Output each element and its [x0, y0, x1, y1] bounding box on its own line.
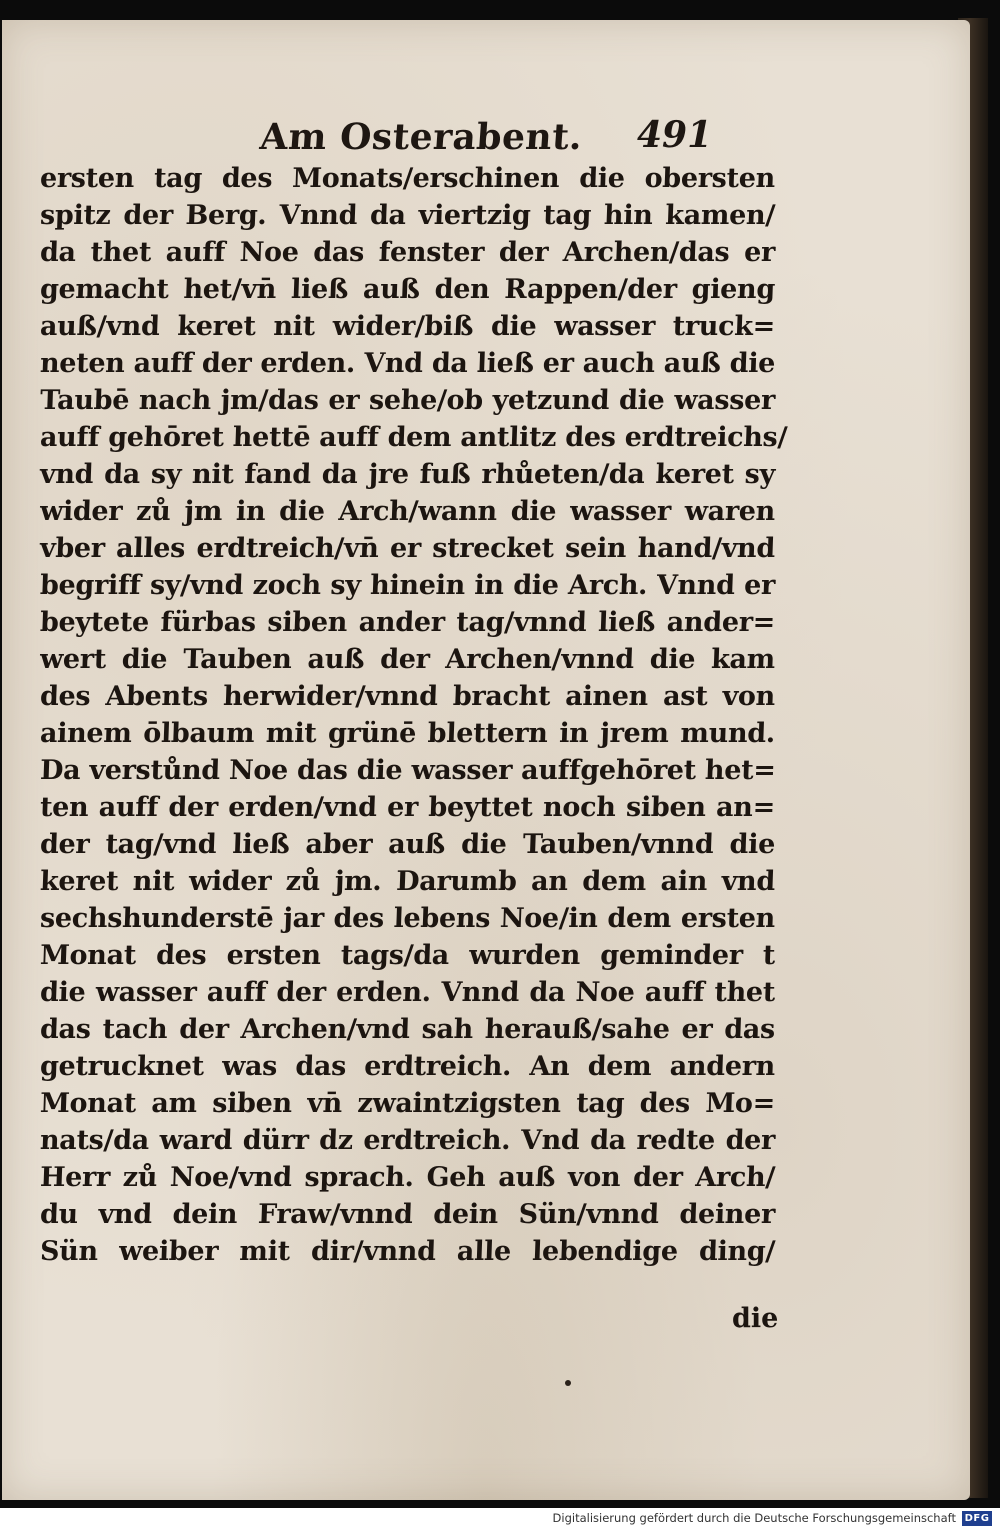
- running-title: Am Osterabent.: [258, 116, 584, 158]
- text-line: keret nit wider zů jm. Darumb an dem ain vnd: [39, 866, 776, 897]
- text-line: Taubē nach jm/das er sehe/ob yetzund die wasser: [39, 385, 776, 416]
- text-line: die wasser auff der erden. Vnnd da Noe auff thet: [39, 977, 776, 1008]
- text-line: vber alles erdtreich/vn̄ er strecket sein hand/vnd: [39, 533, 776, 564]
- text-line: ainem ōlbaum mit grünē blettern in jrem mund.: [39, 718, 776, 749]
- body-text: [39, 160, 788, 1270]
- page-number: 491: [637, 114, 713, 156]
- text-line: gemacht het/vn̄ ließ auß den Rappen/der gieng: [39, 274, 776, 305]
- footer-bar: [0, 1508, 1000, 1530]
- funding-credit: Digitalisierung gefördert durch die Deutsche Forschungsgemeinschaft: [552, 1511, 956, 1525]
- text-line: wert die Tauben auß der Archen/vnnd die kam: [39, 644, 776, 675]
- text-line: ten auff der erden/vnd er beyttet noch siben an=: [39, 792, 776, 823]
- text-line: auß/vnd keret nit wider/biß die wasser truck=: [39, 311, 776, 342]
- text-line: des Abents herwider/vnnd bracht ainen ast von: [39, 681, 776, 712]
- page-header: [252, 112, 772, 162]
- text-line: nats/da ward dürr dz erdtreich. Vnd da redte der: [39, 1125, 776, 1156]
- text-line: wider zů jm in die Arch/wann die wasser waren: [39, 496, 776, 527]
- text-line: begriff sy/vnd zoch sy hinein in die Arch. Vnnd er: [39, 570, 776, 601]
- text-line: da thet auff Noe das fenster der Archen/das er: [39, 237, 776, 268]
- text-line: du vnd dein Fraw/vnnd dein Sün/vnnd deiner: [39, 1199, 776, 1230]
- text-line: sechshunderstē jar des lebens Noe/in dem ersten: [39, 903, 776, 934]
- text-line: vnd da sy nit fand da jre fuß rhůeten/da keret sy: [39, 459, 776, 490]
- text-line: spitz der Berg. Vnnd da viertzig tag hin kamen/: [39, 200, 776, 231]
- text-line: neten auff der erden. Vnd da ließ er auch auß die: [39, 348, 776, 379]
- text-line: der tag/vnd ließ aber auß die Tauben/vnnd die: [39, 829, 776, 860]
- ink-dot: [565, 1380, 571, 1386]
- book-page: [2, 20, 970, 1500]
- text-line: auff gehōret hettē auff dem antlitz des erdtreichs/: [39, 422, 788, 453]
- text-line: Herr zů Noe/vnd sprach. Geh auß von der Arch/: [39, 1162, 776, 1193]
- text-line: Da verstůnd Noe das die wasser auffgehōret het=: [39, 755, 777, 786]
- text-line: Sün weiber mit dir/vnnd alle lebendige ding/: [39, 1236, 776, 1267]
- dfg-logo-icon: DFG: [962, 1511, 992, 1526]
- text-line: beytete fürbas siben ander tag/vnnd ließ ander=: [39, 607, 776, 638]
- text-line: getrucknet was das erdtreich. An dem andern: [39, 1051, 776, 1082]
- text-line: das tach der Archen/vnd sah herauß/sahe er das: [39, 1014, 776, 1045]
- catchword: die: [732, 1303, 779, 1334]
- text-line: ersten tag des Monats/erschinen die obersten: [39, 163, 776, 194]
- text-line: Monat am siben vn̄ zwaintzigsten tag des Mo=: [39, 1088, 776, 1119]
- text-line: Monat des ersten tags/da wurden geminder t: [39, 940, 776, 971]
